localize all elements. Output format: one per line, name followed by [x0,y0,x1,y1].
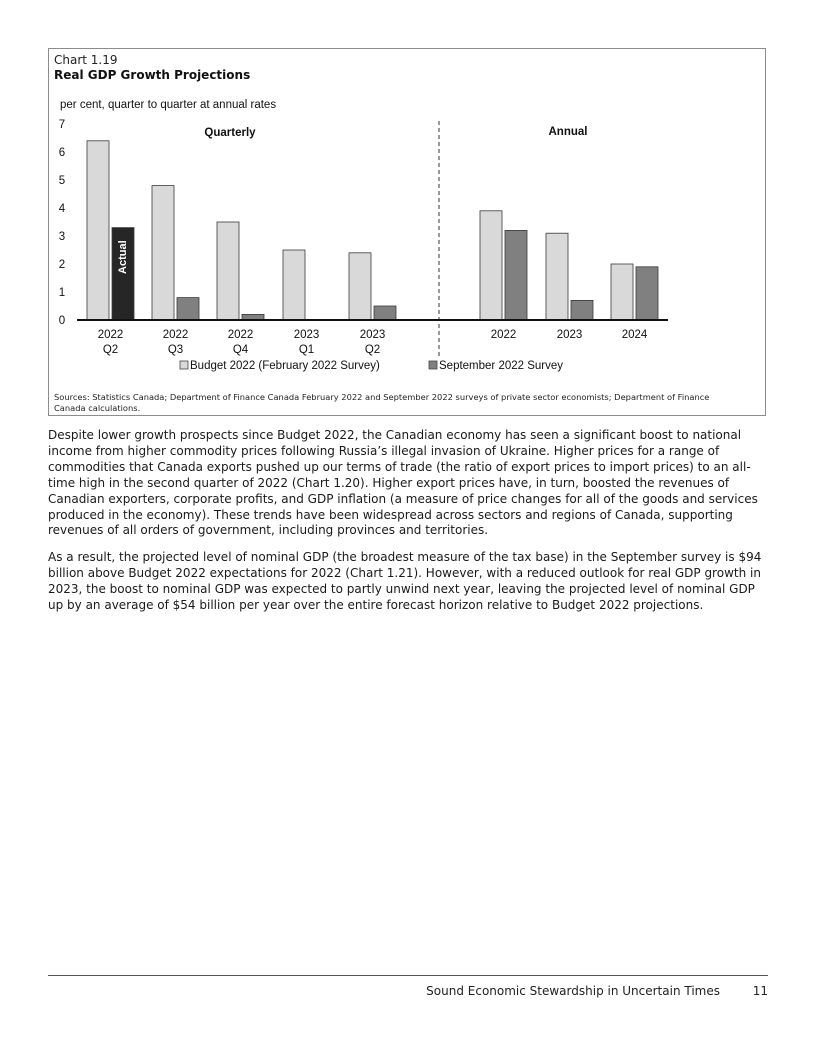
bar-budget-2022 [611,264,633,320]
x-tick-label: Q2 [102,344,119,356]
y-tick-label: 6 [58,147,66,159]
bar-budget-2022 [283,250,305,320]
x-tick-label: 2022 [162,329,189,341]
bar-budget-2022 [546,233,568,320]
section-label-annual: Annual [548,126,588,138]
footer-title: Sound Economic Stewardship in Uncertain Times [426,984,720,998]
y-tick-label: 1 [58,287,66,299]
y-tick-label: 7 [58,119,66,131]
y-axis-label: per cent, quarter to quarter at annual rates [60,99,277,111]
x-tick-label: 2023 [556,329,583,341]
section-label-quarterly: Quarterly [204,127,256,139]
x-tick-label: Q4 [232,344,249,356]
bar-september-2022 [571,300,593,320]
chart-title: Real GDP Growth Projections [54,68,251,82]
x-tick-label: Q1 [298,344,315,356]
footer-rule [48,975,768,976]
y-tick-label: 0 [58,315,66,327]
bar-september-2022 [636,267,658,320]
chart-figure [48,48,766,416]
y-tick-label: 5 [58,175,66,187]
bar-budget-2022 [349,253,371,320]
y-tick-label: 4 [58,203,66,215]
bar-september-2022 [177,298,199,320]
x-tick-label: 2023 [359,329,386,341]
actual-label: Actual [116,240,129,274]
bar-budget-2022 [217,222,239,320]
legend-swatch-budget-2022 [180,361,188,369]
x-tick-label: 2022 [97,329,124,341]
body-paragraph-1: Despite lower growth prospects since Budget 2022, the Canadian economy has seen a significant boost to national income from higher commodity prices following Russia’s illegal invasion of Ukraine. Higher prices for a range of commodities that Canada exports pushed up our terms of trade (the ratio of export prices to import prices) to an all-time high in the second quarter of 2022 (Chart 1.20). Higher export prices have, in turn, boosted the revenues of Canadian exporters, corporate profits, and GDP inflation (a measure of price changes for all of the goods and services produced in the economy). These trends have been widespread across sectors and regions of Canada, supporting revenues of all orders of government, including provinces and territories. [48,428,758,538]
page-number: 11 [752,984,768,998]
x-tick-label: Q2 [364,344,381,356]
bar-september-2022 [505,230,527,320]
bar-budget-2022 [152,186,174,320]
bar-september-2022 [374,306,396,320]
bar-budget-2022 [87,141,109,320]
bar-budget-2022 [480,211,502,320]
x-tick-label: 2022 [227,329,254,341]
legend-label-budget-2022: Budget 2022 (February 2022 Survey) [190,360,380,372]
legend-label-september-2022: September 2022 Survey [439,360,564,372]
x-tick-label: Q3 [167,344,184,356]
y-tick-label: 3 [58,231,66,243]
x-tick-label: 2024 [621,329,648,341]
legend-swatch-september-2022 [429,361,437,369]
chart-sources: Sources: Statistics Canada; Department of Finance Canada February 2022 and September 2022 surveys of private sector economists; Department of Finance Canada calculations. [54,392,710,413]
x-tick-label: 2022 [490,329,517,341]
x-tick-label: 2023 [293,329,320,341]
gdp-bar-chart [49,49,765,389]
body-paragraph-2: As a result, the projected level of nominal GDP (the broadest measure of the tax base) in the September survey is $94 billion above Budget 2022 expectations for 2022 (Chart 1.21). However, with a reduced outlook for real GDP growth in 2023, the boost to nominal GDP was expected to partly unwind next year, leaving the projected level of nominal GDP up by an average of $54 billion per year over the entire forecast horizon relative to Budget 2022 projections. [48,550,762,612]
chart-number: Chart 1.19 [54,53,118,67]
y-tick-label: 2 [58,259,66,271]
